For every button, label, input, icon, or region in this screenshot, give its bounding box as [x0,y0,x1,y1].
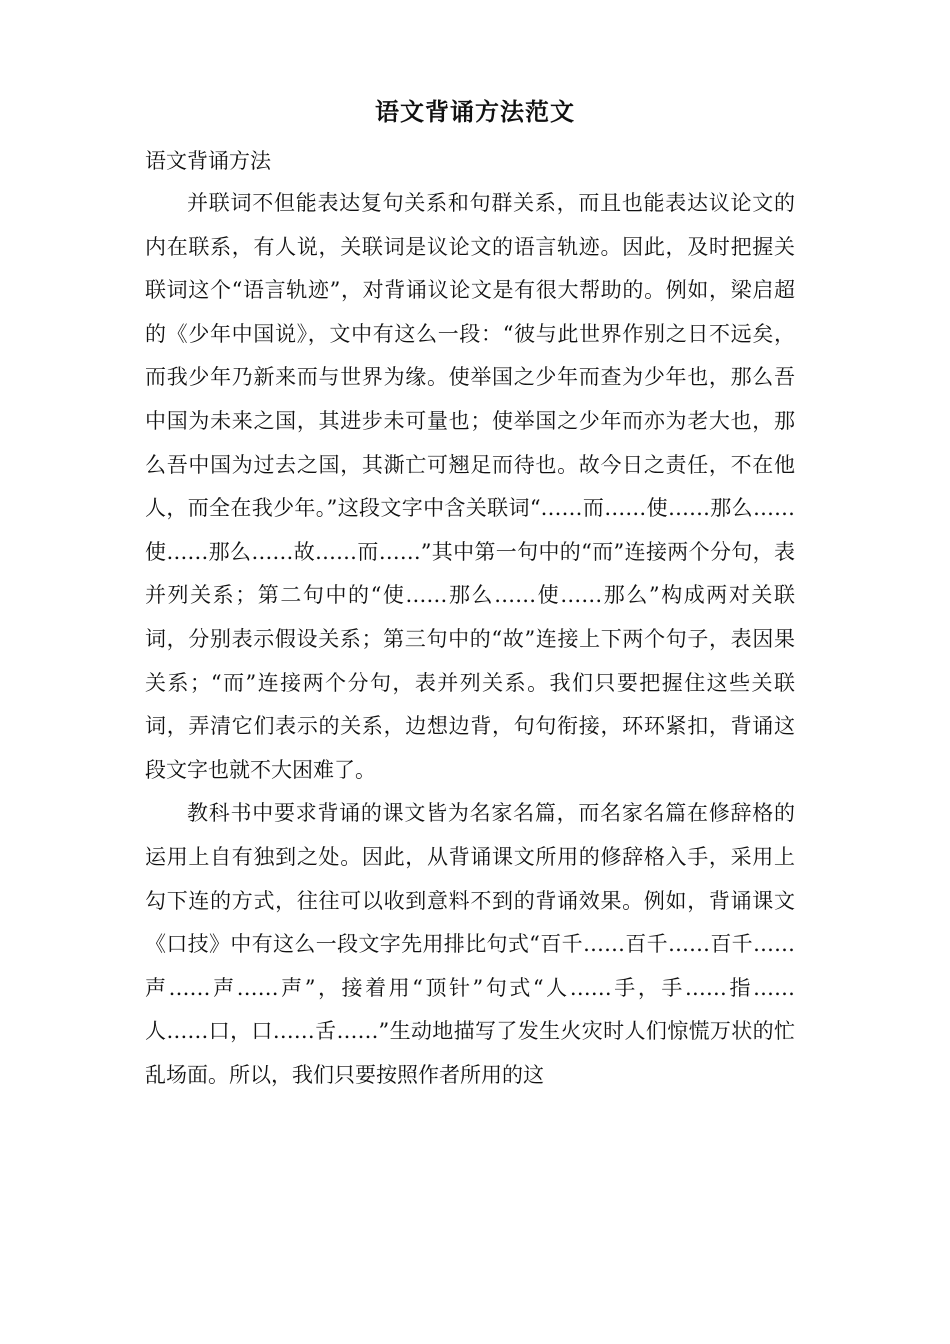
body-paragraph: 并联词不但能表达复句关系和句群关系，而且也能表达议论文的内在联系，有人说，关联词是议论文的语言轨迹。因此，及时把握关联词这个“语言轨迹”，对背诵议论文是有很大帮助的。例如，梁启超的《少年中国说》，文中有这么一段：“彼与此世界作别之日不远矣，而我少年乃新来而与世界为缘。使举国之少年而查为少年也，那么吾中国为未来之国，其进步未可量也；使举国之少年而亦为老大也，那么吾中国为过去之国，其澌亡可翘足而待也。故今日之责任，不在他人，而全在我少年。”这段文字中含关联词“……而……使……那么……使……那么……故……而……”其中第一句中的“而”连接两个分句，表并列关系；第二句中的“使……那么……使……那么”构成两对关联词，分别表示假设关系；第三句中的“故”连接上下两个句子，表因果关系；“而”连接两个分句，表并列关系。我们只要把握住这些关联词，弄清它们表示的关系，边想边背，句句衔接，环环紧扣，背诵这段文字也就不大困难了。 [145,191,795,782]
section-heading: 语文背诵方法 [145,149,271,173]
body-paragraph: 教科书中要求背诵的课文皆为名家名篇，而名家名篇在修辞格的运用上自有独到之处。因此，从背诵课文所用的修辞格入手，采用上勾下连的方式，往往可以收到意料不到的背诵效果。例如，背诵课文《口技》中有这么一段文字先用排比句式“百千……百千……百千……声……声……声”，接着用“顶针”句式“人……手，手……指……人……口，口……舌……”生动地描写了发生火灾时人们惊慌万状的忙乱场面。所以，我们只要按照作者所用的这 [145,801,795,1087]
document-body [145,182,795,1097]
document-title: 语文背诵方法范文 [375,97,575,126]
